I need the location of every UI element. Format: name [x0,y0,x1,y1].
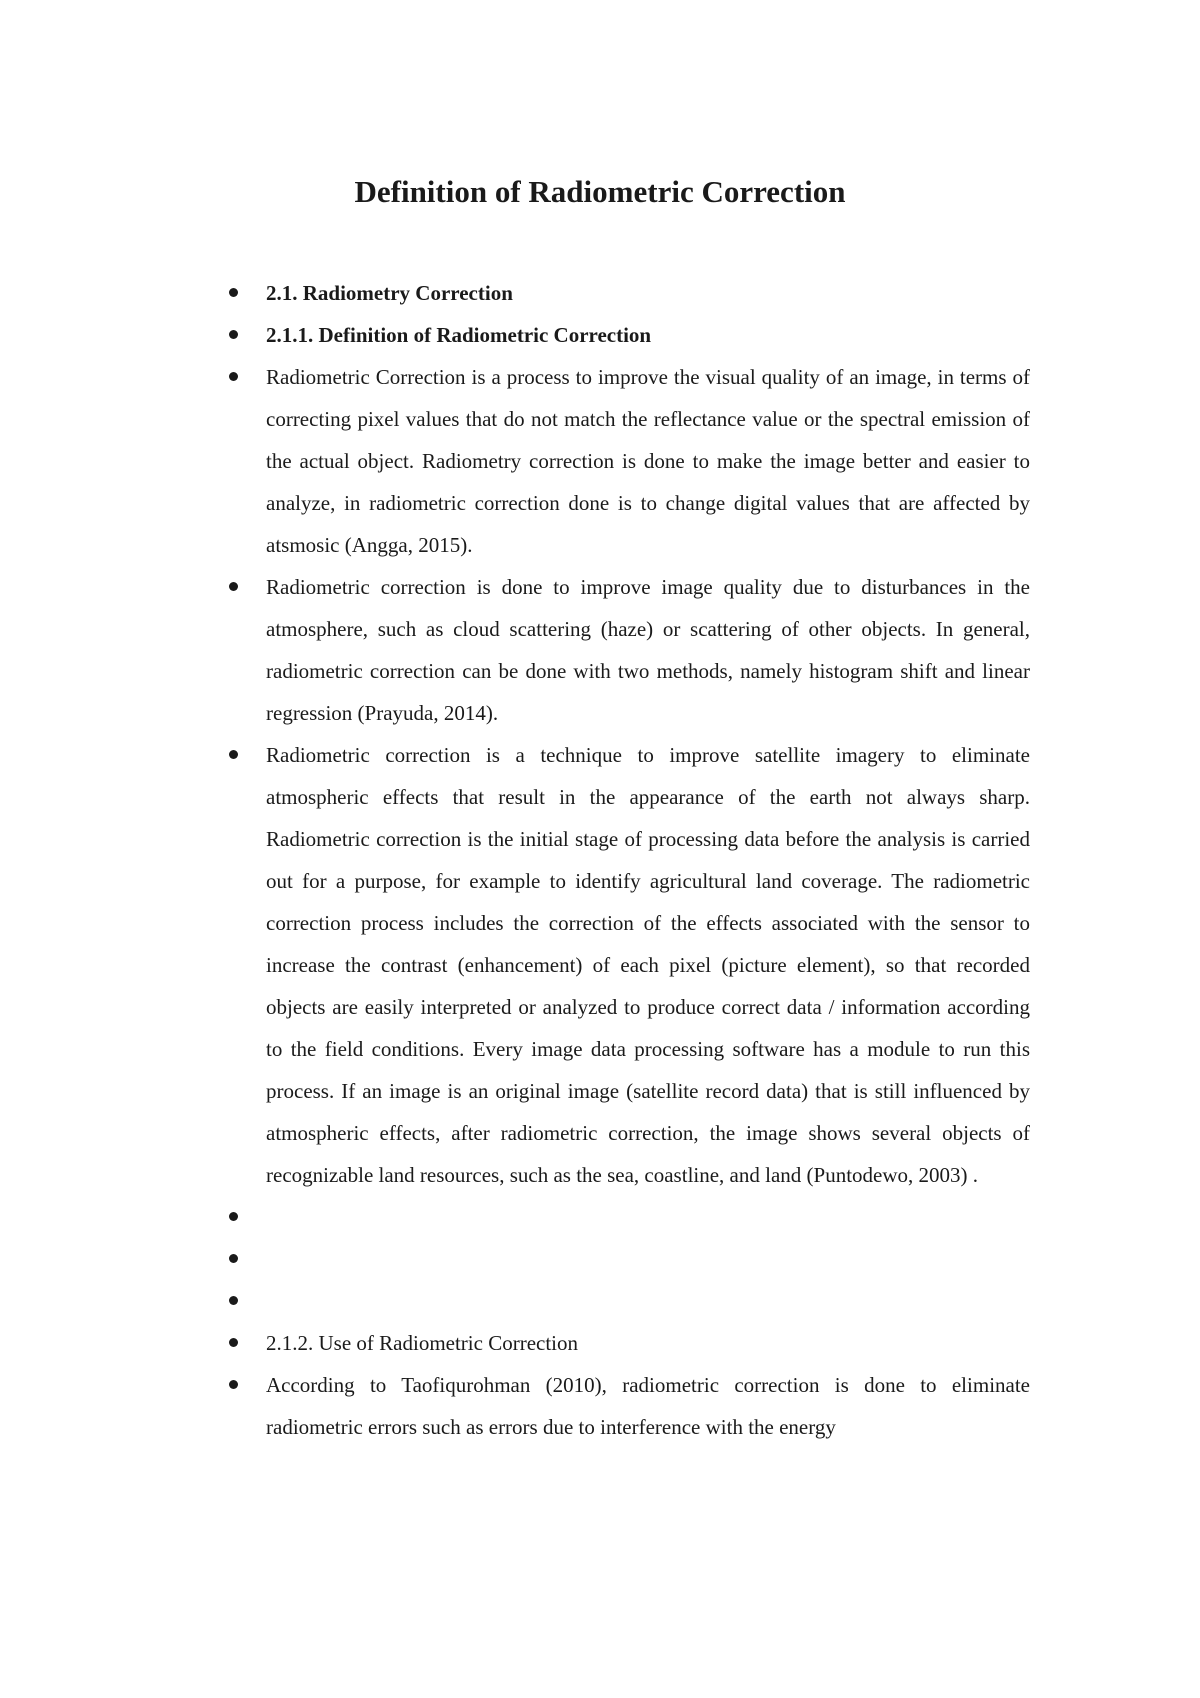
list-item-text: Radiometric correction is a technique to improve satellite imagery to eliminate atmospheric effects that result in the appearance of the earth not always sharp. Radiometric correction is the initial stage of processing data before the analysis is carried out for a purpose, for example to identify agricultural land coverage. The radiometric correction process includes the correction of the effects associated with the sensor to increase the contrast (enhancement) of each pixel (picture element), so that recorded objects are easily interpreted or analyzed to produce correct data / information according to the field conditions. Every image data processing software has a module to run this process. If an image is an original image (satellite record data) that is still influenced by atmospheric effects, after radiometric correction, the image shows several objects of recognizable land resources, such as the sea, coastline, and land (Puntodewo, 2003) . [266,743,1030,1187]
bullet-icon [229,1212,238,1221]
bullet-icon [229,372,238,381]
list-item [0,314,1030,356]
list-item [0,272,1030,314]
list-item [0,734,1030,1196]
list-item-empty [0,1238,1030,1280]
page-title: Definition of Radiometric Correction [354,174,846,209]
list-item-text: 2.1.1. Definition of Radiometric Correction [266,323,652,347]
bullet-icon [229,288,238,297]
bullet-icon [229,750,238,759]
list-item [0,1322,1030,1364]
list-item-text: 2.1. Radiometry Correction [266,281,513,305]
list-item-empty [0,1280,1030,1322]
bullet-icon [229,1254,238,1263]
bullet-icon [229,1338,238,1347]
list-item-empty [0,1196,1030,1238]
bullet-list [0,272,1030,1448]
list-item-text: Radiometric Correction is a process to improve the visual quality of an image, in terms of correcting pixel values that do not match the reflectance value or the spectral emission of the actual object. Radiometry correction is done to make the image better and easier to analyze, in radiometric correction done is to change digital values that are affected by atsmosic (Angga, 2015). [266,365,1030,557]
bullet-icon [229,330,238,339]
list-item [0,1364,1030,1448]
bullet-icon [229,1296,238,1305]
list-item-text: 2.1.2. Use of Radiometric Correction [266,1331,579,1355]
list-item-text: Radiometric correction is done to improve image quality due to disturbances in the atmosphere, such as cloud scattering (haze) or scattering of other objects. In general, radiometric correction can be done with two methods, namely histogram shift and linear regression (Prayuda, 2014). [266,575,1030,725]
list-item [0,566,1030,734]
list-item-text: According to Taofiqurohman (2010), radiometric correction is done to eliminate radiometric errors such as errors due to interference with the energy [266,1373,1030,1439]
bullet-icon [229,582,238,591]
bullet-icon [229,1380,238,1389]
list-item [0,356,1030,566]
